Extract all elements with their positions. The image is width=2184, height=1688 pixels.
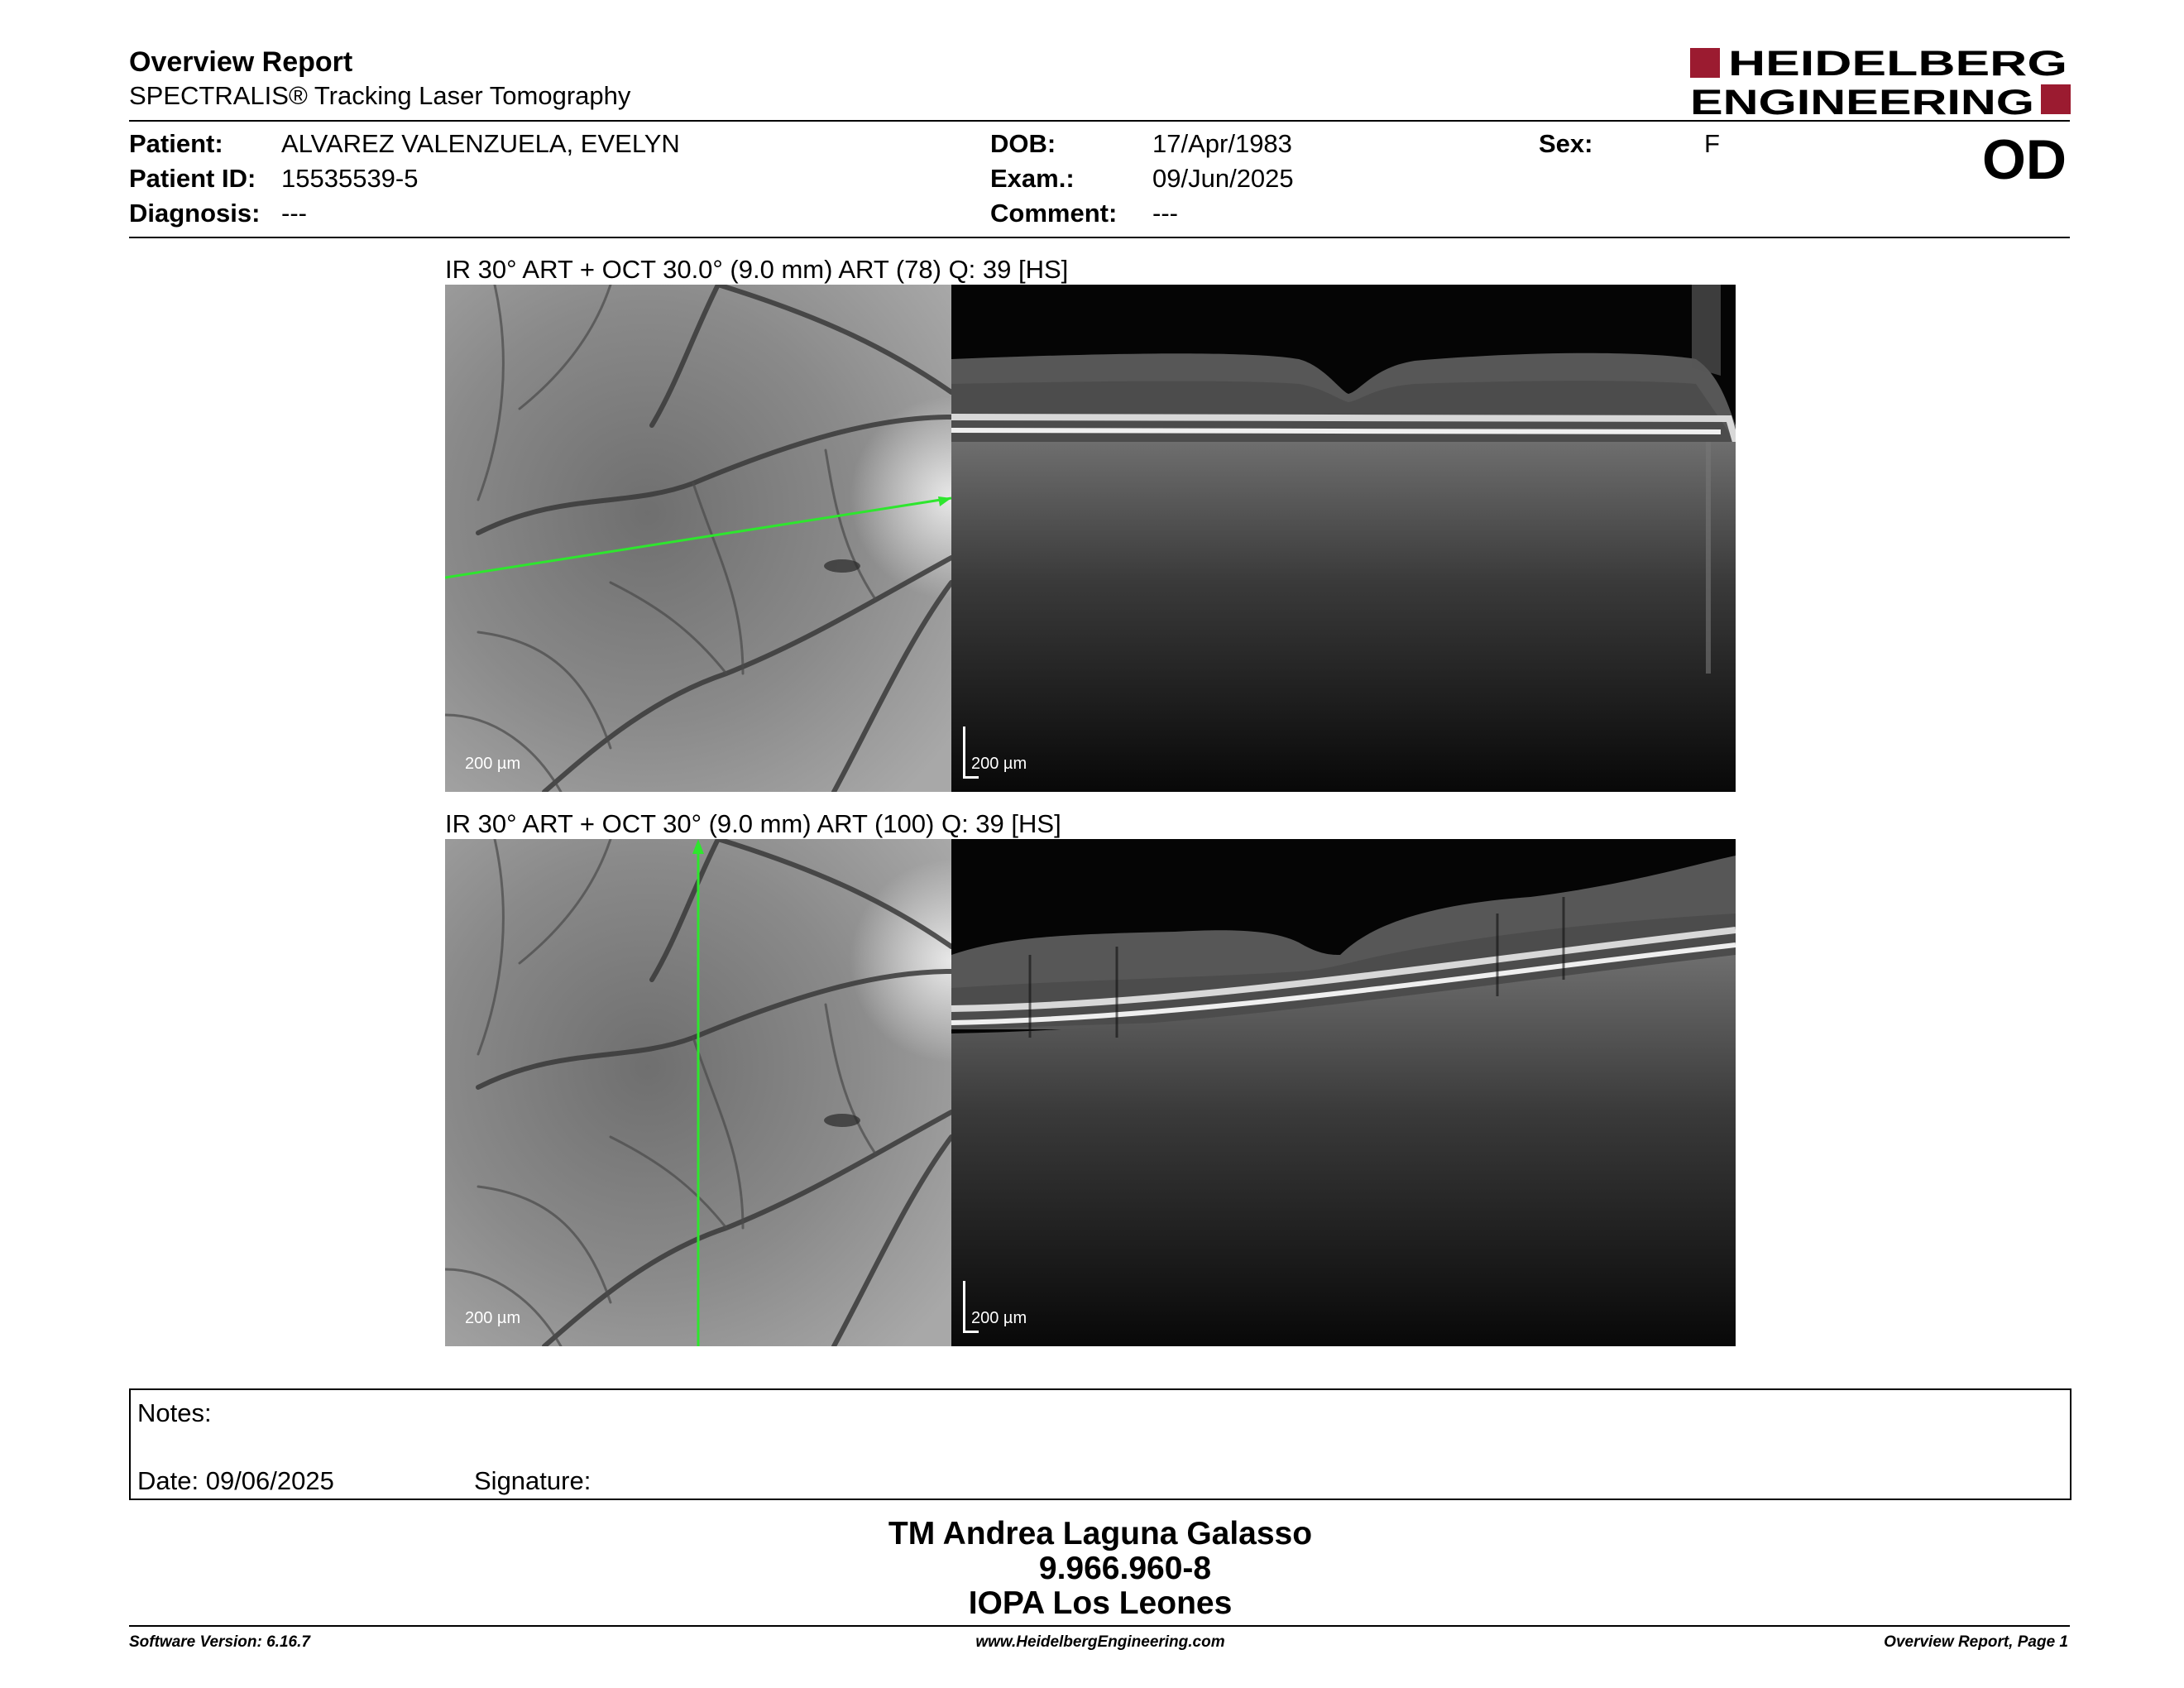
logo-line1: HEIDELBERG xyxy=(1728,48,2067,84)
sex-value: F xyxy=(1704,129,1720,158)
exam-label: Exam.: xyxy=(990,164,1075,193)
exam-value: 09/Jun/2025 xyxy=(1152,164,1294,193)
software-version: Software Version: 6.16.7 xyxy=(129,1633,310,1651)
comment-label: Comment: xyxy=(990,199,1118,228)
comment-value: --- xyxy=(1152,199,1178,228)
patient-rule xyxy=(129,237,2070,238)
report-subtitle: SPECTRALIS® Tracking Laser Tomography xyxy=(129,81,631,110)
signer-name: TM Andrea Laguna Galasso xyxy=(888,1516,1313,1551)
heidelberg-logo xyxy=(1690,48,2071,116)
signer-org: IOPA Los Leones xyxy=(968,1585,1233,1621)
patient-id-value: 15535539-5 xyxy=(281,164,419,193)
logo-line2: ENGINEERING xyxy=(1690,83,2034,116)
eye-indicator: OD xyxy=(1982,128,2067,191)
dob-value: 17/Apr/1983 xyxy=(1152,129,1292,158)
scan2-ir-scale-label: 200 µm xyxy=(465,1309,521,1327)
scan2-ir-fundus-image xyxy=(445,839,951,1346)
diagnosis-label: Diagnosis: xyxy=(129,199,261,228)
notes-date: Date: 09/06/2025 xyxy=(137,1466,334,1495)
scan1-ir-scale-label: 200 µm xyxy=(465,755,521,773)
scan2-oct-scale-label: 200 µm xyxy=(971,1309,1027,1327)
scan1-oct-scale-label: 200 µm xyxy=(971,755,1027,773)
footer-rule xyxy=(129,1625,2070,1627)
website-link[interactable]: www.HeidelbergEngineering.com xyxy=(975,1633,1225,1651)
signature-label: Signature: xyxy=(474,1466,592,1495)
diagnosis-value: --- xyxy=(281,199,307,228)
scan1-caption: IR 30° ART + OCT 30.0° (9.0 mm) ART (78) Q: 39 [HS] xyxy=(445,255,1069,284)
report-title: Overview Report xyxy=(129,46,353,78)
signer-id: 9.966.960-8 xyxy=(1038,1551,1212,1586)
scan2-oct-bscan-image xyxy=(951,839,1736,1346)
sex-label: Sex: xyxy=(1539,129,1593,158)
scan1-ir-fundus-image xyxy=(445,285,951,792)
patient-id-label: Patient ID: xyxy=(129,164,256,193)
dob-label: DOB: xyxy=(990,129,1056,158)
notes-box xyxy=(129,1388,2071,1500)
scan2-caption: IR 30° ART + OCT 30° (9.0 mm) ART (100) Q: 39 [HS] xyxy=(445,809,1061,838)
page-number: Overview Report, Page 1 xyxy=(1884,1633,2068,1651)
header-rule xyxy=(129,120,2070,122)
patient-label: Patient: xyxy=(129,129,223,158)
notes-label: Notes: xyxy=(137,1398,212,1427)
patient-name: ALVAREZ VALENZUELA, EVELYN xyxy=(281,129,680,158)
scan1-oct-bscan-image xyxy=(951,285,1736,792)
